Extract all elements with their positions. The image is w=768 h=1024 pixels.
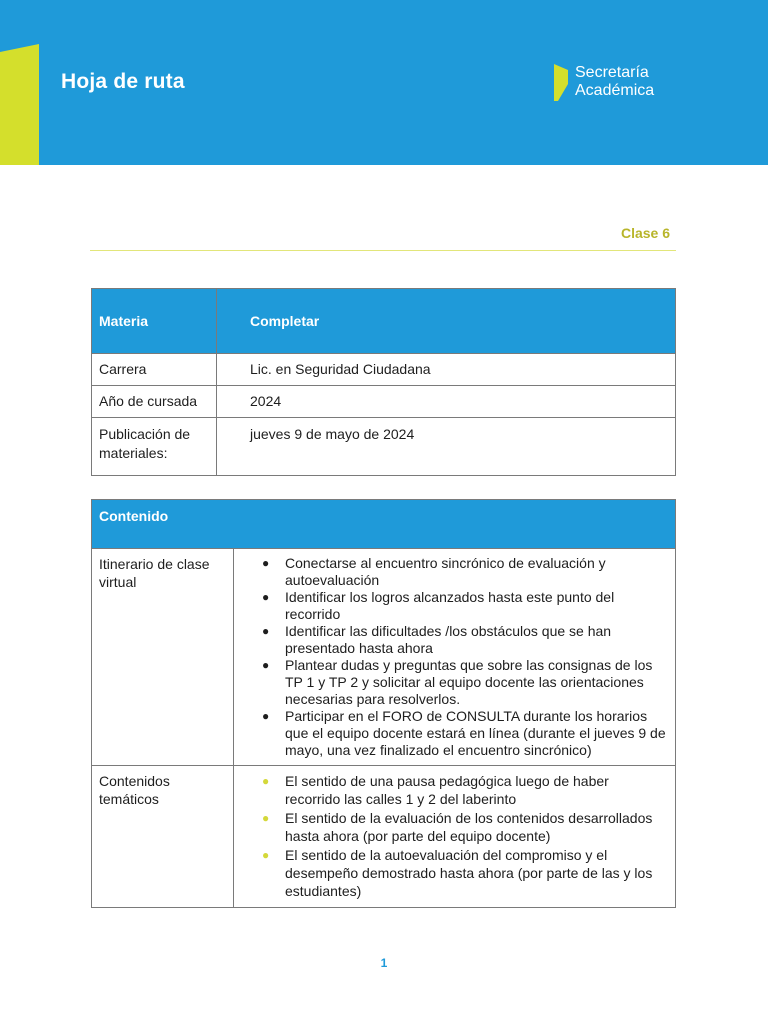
list-item: [257, 708, 667, 759]
tematicos-label: Contenidos temáticos: [92, 766, 234, 908]
contenido-header: Contenido: [92, 500, 676, 549]
table-row: [92, 766, 676, 908]
materia-value: Completar: [217, 289, 676, 354]
list-item: [257, 846, 667, 900]
bullet-icon: ●: [262, 556, 270, 570]
list-item-text: Conectarse al encuentro sincrónico de evaluación y autoevaluación: [285, 555, 606, 588]
anio-label: Año de cursada: [92, 386, 217, 418]
table-row: [92, 386, 676, 418]
carrera-value: Lic. en Seguridad Ciudadana: [217, 354, 676, 386]
header-banner: [0, 0, 768, 165]
bullet-icon: ●: [262, 624, 270, 638]
list-item-text: El sentido de la evaluación de los contenidos desarrollados hasta ahora (por parte del equipo docente): [285, 810, 653, 844]
itinerario-label: Itinerario de clase virtual: [92, 549, 234, 766]
bullet-icon: ●: [262, 774, 270, 788]
info-header-row: [92, 289, 676, 354]
tematicos-list-cell: [234, 766, 676, 908]
list-item: [257, 555, 667, 589]
tematicos-list: [257, 772, 667, 900]
content-header-row: [92, 500, 676, 549]
content-table: [91, 499, 676, 908]
bullet-icon: ●: [262, 848, 270, 862]
materia-label: Materia: [92, 289, 217, 354]
table-row: [92, 354, 676, 386]
bullet-icon: ●: [262, 709, 270, 723]
publicacion-value: jueves 9 de mayo de 2024: [217, 418, 676, 476]
brand-logo: [553, 62, 693, 104]
list-item: [257, 809, 667, 845]
list-item: [257, 589, 667, 623]
carrera-label: Carrera: [92, 354, 217, 386]
list-item-text: Identificar las dificultades /los obstáculos que se han presentado hasta ahora: [285, 623, 612, 656]
class-number: Clase 6: [620, 225, 670, 241]
list-item-text: Participar en el FORO de CONSULTA durante los horarios que el equipo docente estará en línea (durante el jueves 9 de mayo, una vez finalizado el encuentro sincrónico): [285, 708, 666, 758]
page-number: 1: [380, 956, 388, 970]
list-item-text: El sentido de la autoevaluación del compromiso y el desempeño demostrado hasta ahora (por parte de las y los estudiantes): [285, 847, 653, 899]
brand-line-2: Académica: [575, 82, 655, 99]
info-table: [91, 288, 676, 476]
anio-value: 2024: [217, 386, 676, 418]
bullet-icon: ●: [262, 658, 270, 672]
brand-line-1: Secretaría: [575, 64, 649, 81]
list-item: [257, 623, 667, 657]
list-item: [257, 772, 667, 808]
divider: [90, 250, 676, 251]
itinerario-list-cell: [234, 549, 676, 766]
page-title: Hoja de ruta: [61, 70, 185, 93]
table-row: [92, 418, 676, 476]
publicacion-label: Publicación de materiales:: [92, 418, 217, 476]
green-accent-tab: [0, 0, 39, 165]
table-row: [92, 549, 676, 766]
list-item-text: Plantear dudas y preguntas que sobre las consignas de los TP 1 y TP 2 y solicitar al equipo docente las orientaciones necesarias para resolverlos.: [285, 657, 653, 707]
list-item: [257, 657, 667, 708]
bullet-icon: ●: [262, 811, 270, 825]
brand-mark-icon: [553, 64, 569, 102]
list-item-text: El sentido de una pausa pedagógica luego de haber recorrido las calles 1 y 2 del laberinto: [285, 773, 609, 807]
bullet-icon: ●: [262, 590, 270, 604]
itinerario-list: [257, 555, 667, 759]
list-item-text: Identificar los logros alcanzados hasta este punto del recorrido: [285, 589, 615, 622]
